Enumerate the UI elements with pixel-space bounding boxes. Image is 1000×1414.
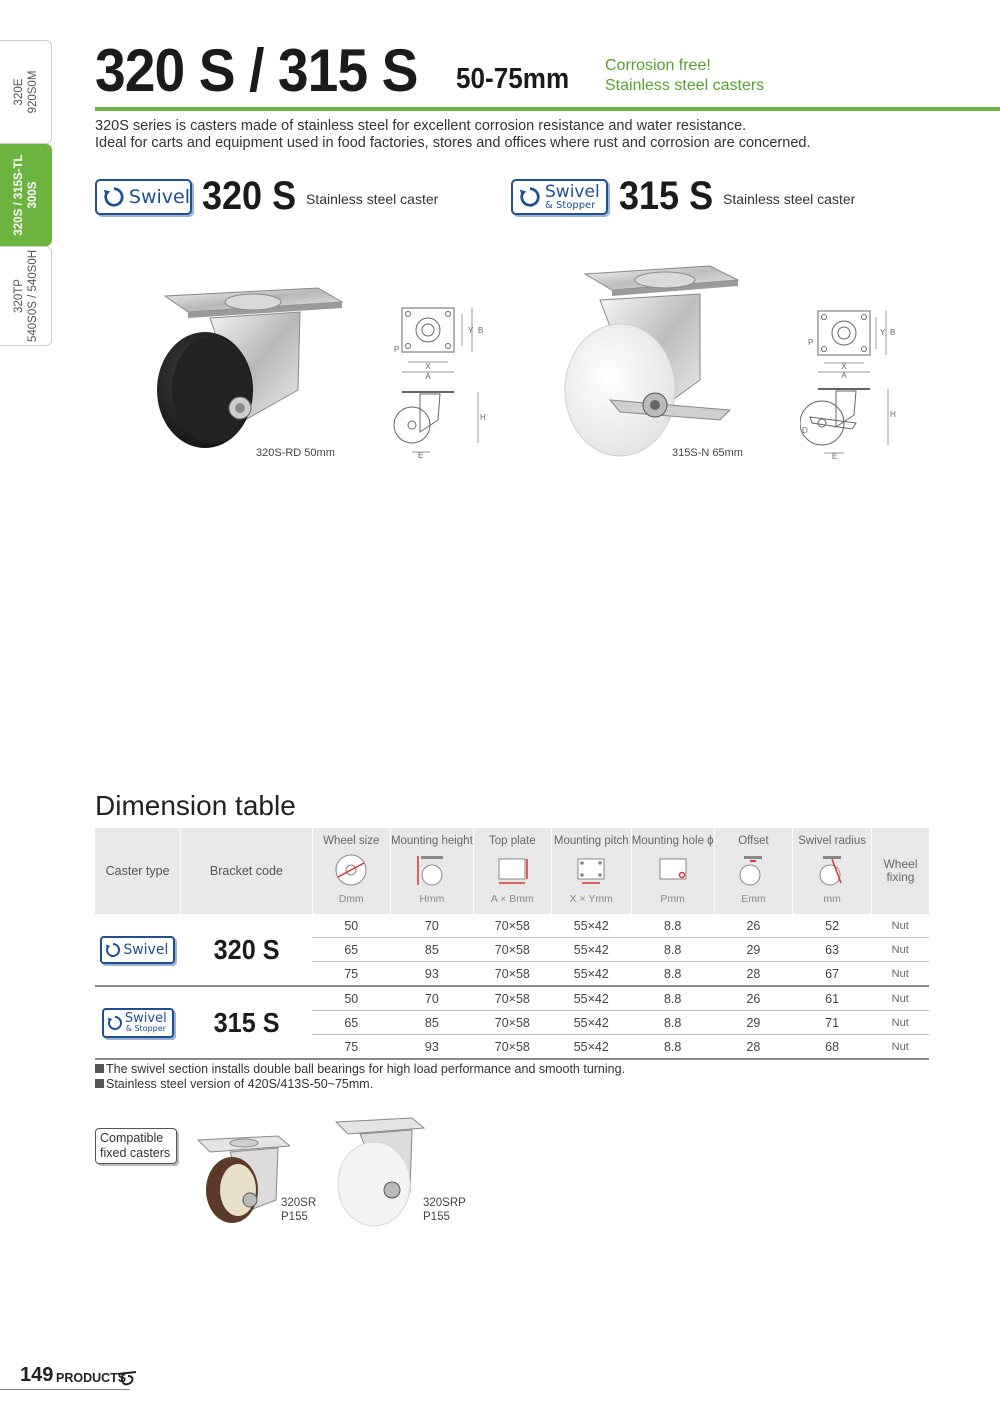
cell-offset: 28 (714, 962, 793, 987)
cell-mounting-pitch: 55×42 (551, 1035, 631, 1060)
cell-wheel-size: 50 (312, 914, 390, 938)
drawing-label-h: H (890, 410, 896, 419)
cell-mounting-hole: 8.8 (631, 1035, 714, 1060)
brand-logo-icon (116, 1368, 138, 1388)
photo-caption: 320S-RD 50mm (256, 447, 335, 459)
bracket-code-cell: 315 S (181, 986, 312, 1059)
cell-wheel-fixing: Nut (871, 1011, 929, 1035)
cell-mounting-pitch: 55×42 (551, 914, 631, 938)
description-line: 320S series is casters made of stainless steel for excellent corrosion resistance and water resistance. (95, 118, 747, 134)
badge-label: Swivel (545, 181, 600, 202)
cell-wheel-fixing: Nut (871, 986, 929, 1011)
side-tab-label: 320S / 315S-TL (12, 154, 25, 236)
offset-icon (736, 853, 770, 887)
fixed-caster-page: P155 (423, 1211, 450, 1223)
side-tab-label: 320E (12, 78, 25, 106)
side-tab-label: 300S (26, 181, 39, 209)
swivel-icon (107, 1015, 123, 1031)
side-tab-label: 540S0S / 540S0H (26, 249, 39, 343)
header-swivel-radius: Swivel radius mm (793, 828, 872, 914)
swivel-radius-icon (815, 853, 849, 887)
cell-wheel-size: 75 (312, 962, 390, 987)
cell-top-plate: 70×58 (473, 1011, 551, 1035)
model-subtitle: Stainless steel caster (723, 191, 856, 207)
cell-wheel-size: 75 (312, 1035, 390, 1060)
cell-top-plate: 70×58 (473, 962, 551, 987)
header-top-plate: Top plate A × Bmm (473, 828, 551, 914)
fixed-caster-page: P155 (281, 1211, 308, 1223)
swivel-badge: Swivel (100, 936, 175, 964)
cell-mounting-hole: 8.8 (631, 1011, 714, 1035)
compatible-label: Compatible (100, 1131, 164, 1145)
cell-swivel-radius: 71 (793, 1011, 872, 1035)
swivel-icon (519, 186, 541, 208)
cell-mounting-pitch: 55×42 (551, 962, 631, 987)
cell-mounting-pitch: 55×42 (551, 938, 631, 962)
cell-mounting-height: 85 (390, 1011, 473, 1035)
cell-offset: 28 (714, 1035, 793, 1060)
dimension-drawing-320s (390, 300, 490, 460)
tagline-secondary: Stainless steel casters (605, 77, 765, 94)
model-subtitle: Stainless steel caster (306, 191, 439, 207)
cell-wheel-fixing: Nut (871, 1035, 929, 1060)
side-tab-320s[interactable] (0, 144, 52, 246)
cell-top-plate: 70×58 (473, 986, 551, 1011)
cell-mounting-pitch: 55×42 (551, 986, 631, 1011)
side-tab-320e[interactable] (0, 40, 52, 144)
mounting-hole-icon (656, 853, 690, 887)
cell-offset: 26 (714, 986, 793, 1011)
swivel-badge (95, 179, 192, 215)
drawing-label-y: Y (880, 328, 886, 337)
page-title: 320 S / 315 S (95, 37, 418, 104)
cell-mounting-hole: 8.8 (631, 914, 714, 938)
header-offset: Offset Emm (714, 828, 793, 914)
header-mounting-pitch: Mounting pitch X × Ymm (551, 828, 631, 914)
fixed-caster-name: 320SR (281, 1197, 317, 1209)
drawing-label-x: X (425, 362, 431, 371)
drawing-label-a: A (425, 372, 431, 381)
cell-top-plate: 70×58 (473, 914, 551, 938)
cell-mounting-height: 93 (390, 1035, 473, 1060)
table-row (95, 914, 929, 938)
cell-swivel-radius: 67 (793, 962, 872, 987)
swivel-stopper-badge: Swivel & Stopper (102, 1008, 174, 1038)
cell-wheel-fixing: Nut (871, 938, 929, 962)
caster-type-cell (95, 914, 181, 986)
mounting-height-icon (415, 853, 449, 887)
side-tab-320tp[interactable] (0, 246, 52, 346)
drawing-label-b: B (890, 328, 896, 337)
top-plate-icon (495, 853, 529, 887)
cell-swivel-radius: 52 (793, 914, 872, 938)
fixed-caster-photo-320srp (330, 1112, 430, 1227)
drawing-label-b: B (478, 326, 484, 335)
cell-swivel-radius: 63 (793, 938, 872, 962)
cell-offset: 26 (714, 914, 793, 938)
cell-wheel-fixing: Nut (871, 962, 929, 987)
cell-mounting-hole: 8.8 (631, 962, 714, 987)
cell-mounting-height: 70 (390, 986, 473, 1011)
header-wheel-size: Wheel size Dmm (312, 828, 390, 914)
cell-offset: 29 (714, 1011, 793, 1035)
cell-top-plate: 70×58 (473, 938, 551, 962)
cell-mounting-pitch: 55×42 (551, 1011, 631, 1035)
drawing-label-p: P (808, 338, 814, 347)
caster-photo-315s (560, 260, 740, 460)
note-line: Stainless steel version of 420S/413S-50~75mm. (95, 1077, 373, 1091)
size-range: 50-75mm (456, 63, 570, 95)
bracket-code-cell: 320 S (181, 914, 312, 986)
footer-rule (0, 1389, 130, 1390)
drawing-label-a: A (841, 371, 847, 380)
table-row (95, 986, 929, 1011)
side-tab-label: 320TP (12, 279, 25, 313)
cell-mounting-height: 70 (390, 914, 473, 938)
swivel-icon (105, 942, 121, 958)
cell-swivel-radius: 68 (793, 1035, 872, 1060)
wheel-size-icon (334, 853, 368, 887)
model-name: 320 S (202, 174, 297, 218)
drawing-label-e: E (418, 451, 424, 460)
cell-wheel-size: 50 (312, 986, 390, 1011)
model-name: 315 S (619, 174, 714, 218)
drawing-label-x: X (841, 362, 847, 371)
drawing-label-p: P (394, 345, 400, 354)
header-wheel-fixing: Wheel fixing (871, 828, 929, 914)
header-bracket-code: Bracket code (181, 828, 312, 914)
swivel-icon (103, 186, 125, 208)
bullet-square-icon (95, 1064, 104, 1073)
tagline-primary: Corrosion free! (605, 57, 711, 74)
cell-top-plate: 70×58 (473, 1035, 551, 1060)
mounting-pitch-icon (574, 853, 608, 887)
dimension-table (95, 828, 929, 1060)
caster-type-cell (95, 986, 181, 1059)
cell-swivel-radius: 61 (793, 986, 872, 1011)
dimension-table-heading: Dimension table (95, 790, 296, 821)
side-tab-label: 920S0M (26, 70, 39, 114)
cell-wheel-fixing: Nut (871, 914, 929, 938)
cell-mounting-hole: 8.8 (631, 938, 714, 962)
drawing-label-y: Y (468, 326, 474, 335)
photo-caption: 315S-N 65mm (672, 447, 743, 459)
table-header-row (95, 828, 929, 914)
footer-label: PRODUCTS (56, 1371, 127, 1385)
fixed-caster-photo-320sr (190, 1130, 290, 1226)
drawing-label-e: E (832, 452, 838, 461)
drawing-label-d: D (802, 426, 808, 435)
cell-mounting-hole: 8.8 (631, 986, 714, 1011)
fixed-caster-name: 320SRP (423, 1197, 466, 1209)
dimension-drawing-315s (800, 305, 900, 465)
cell-wheel-size: 65 (312, 1011, 390, 1035)
bullet-square-icon (95, 1079, 104, 1088)
drawing-label-h: H (480, 413, 486, 422)
header-rule (95, 107, 1000, 111)
page-number: 149 (20, 1364, 54, 1386)
badge-sublabel: & Stopper (545, 199, 596, 211)
note-line: The swivel section installs double ball bearings for high load performance and smooth turning. (95, 1062, 625, 1076)
cell-offset: 29 (714, 938, 793, 962)
cell-mounting-height: 93 (390, 962, 473, 987)
header-caster-type: Caster type (95, 828, 181, 914)
header-mounting-hole: Mounting hole ϕ Pmm (631, 828, 714, 914)
caster-photo-320s (150, 280, 350, 460)
description-line: Ideal for carts and equipment used in food factories, stores and offices where rust and corrosion are concerned. (95, 135, 811, 151)
badge-label: Swivel (128, 186, 190, 208)
header-mounting-height: Mounting height Hmm (390, 828, 473, 914)
cell-wheel-size: 65 (312, 938, 390, 962)
compatible-label-box (95, 1128, 177, 1164)
compatible-label: fixed casters (100, 1146, 171, 1160)
swivel-stopper-badge (511, 179, 608, 215)
cell-mounting-height: 85 (390, 938, 473, 962)
